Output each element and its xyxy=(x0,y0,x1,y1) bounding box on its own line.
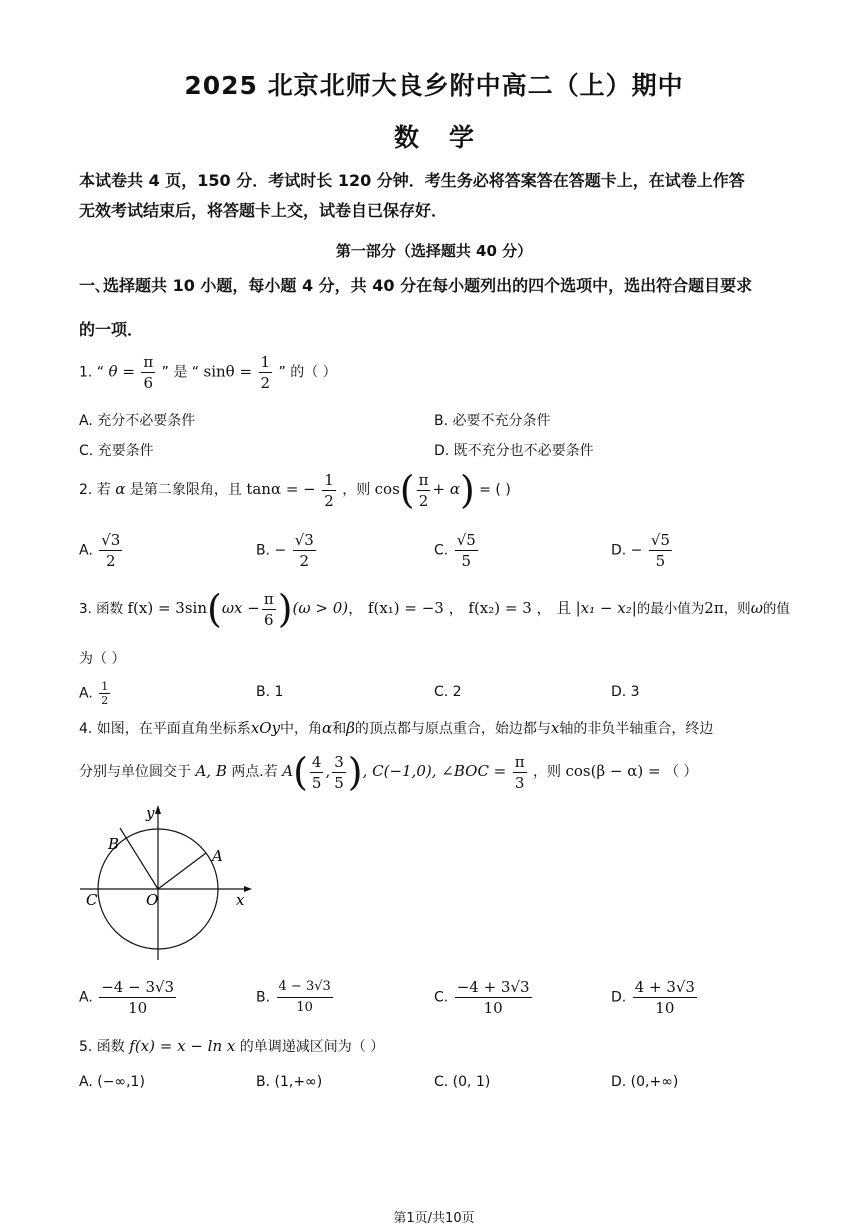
question-3: 3. 函数 f(x) = 3sin(ωx − $\frac{\pi}{6}$ )(ω > 0)， f(x₁) = −3 ， f(x₂) = 3 ， 且 |x₁ − x₂|的最小值为2π，则ω的值 xyxy=(79,587,790,631)
part-heading: 第一部分（选择题共 40 分） xyxy=(335,242,533,260)
q3-option-c: C. 2 xyxy=(434,684,462,700)
question-4-line-2: 分别与单位圆交于 A, B 两点.若 A( $\frac{4}{5}$ , $\frac{3}{5}$ ), C(−1,0), ∠BOC = $\frac{\pi}{3}$ ，则 cos(β − α) = （ ） xyxy=(79,750,698,794)
q4-option-d: D. $\frac{4 + 3√3}{10}$ xyxy=(611,978,695,1017)
q3-option-d: D. 3 xyxy=(611,684,640,700)
q1-option-a: A. 充分不必要条件 xyxy=(79,413,196,429)
q4-option-b: B. $\frac{4 - 3√3}{10}$ xyxy=(256,979,331,1015)
fraction: $\frac{\pi}{6}$ xyxy=(143,353,154,392)
q2-option-d: D. − $\frac{√5}{5}$ xyxy=(611,531,670,570)
q5-option-c: C. (0, 1) xyxy=(434,1074,491,1090)
ray-ob xyxy=(120,828,158,889)
q4-option-c: C. $\frac{-4 + 3√3}{10}$ xyxy=(434,978,530,1017)
label-x: x xyxy=(236,891,245,909)
q1-option-d: D. 既不充分也不必要条件 xyxy=(434,443,594,459)
fraction: $\frac{\pi}{6}$ xyxy=(263,589,274,629)
ray-oa xyxy=(158,853,206,889)
q5-option-d: D. (0,+∞) xyxy=(611,1074,679,1090)
unit-circle-figure xyxy=(76,800,256,970)
q1-option-c: C. 充要条件 xyxy=(79,443,154,459)
intro-text xyxy=(79,166,799,226)
q5-option-b: B. (1,+∞) xyxy=(256,1074,323,1090)
subject-title: 数学 xyxy=(393,123,504,152)
section-line-1: 一､选择题共 10 小题，每小题 4 分，共 40 分在每小题列出的四个选项中，选出符合题目要求 xyxy=(79,276,753,295)
intro-line-1: 本试卷共 4 页，150 分．考试时长 120 分钟．考生务必将答案答在答题卡上，在试卷上作答 xyxy=(79,171,745,190)
question-3-line-2: 为（ ） xyxy=(79,651,126,667)
fraction: $\frac{\pi}{2}$ xyxy=(418,470,429,510)
label-c: C xyxy=(86,891,98,909)
q2-option-b: B. − $\frac{√3}{2}$ xyxy=(256,531,314,570)
question-4: 4. 如图，在平面直角坐标系xOy中，角α和β的顶点都与原点重合，始边都与x轴的非负半轴重合，终边 xyxy=(79,719,714,737)
q1-option-b: B. 必要不充分条件 xyxy=(434,413,551,429)
page-footer: 第1页/共10页 xyxy=(393,1211,475,1226)
label-y: y xyxy=(146,804,155,822)
intro-line-2: 无效考试结束后，将答题卡上交，试卷自已保存好． xyxy=(79,201,448,220)
x-axis-arrow xyxy=(244,886,252,892)
q3-option-a: A. $\frac{1}{2}$ xyxy=(79,680,109,707)
label-o: O xyxy=(146,891,159,909)
question-2: 2. 若 α 是第二象限角，且 tanα = − $\frac{1}{2}$ ，则 cos( $\frac{\pi}{2}$ + α) = ( ) xyxy=(79,468,511,512)
y-axis-arrow xyxy=(155,805,161,814)
question-5: 5. 函数 f(x) = x − ln x 的单调递减区间为（ ） xyxy=(79,1037,385,1055)
section-heading xyxy=(79,264,799,352)
q5-option-a: A. (−∞,1) xyxy=(79,1074,145,1090)
question-1: 1. “ θ = $\frac{\pi}{6}$ ” 是 “ sinθ = $\frac{1}{2}$ ” 的（ ） xyxy=(79,353,337,392)
section-line-2: 的一项． xyxy=(79,320,144,339)
label-b: B xyxy=(108,835,120,853)
q2-option-a: A. $\frac{√3}{2}$ xyxy=(79,531,121,570)
q4-option-a: A. $\frac{-4 - 3√3}{10}$ xyxy=(79,978,175,1017)
exam-title: 2025 北京北师大良乡附中高二（上）期中 xyxy=(184,71,684,100)
q3-option-b: B. 1 xyxy=(256,684,284,700)
fraction: $\frac{1}{2}$ xyxy=(324,470,334,510)
q2-option-c: C. $\frac{√5}{5}$ xyxy=(434,531,476,570)
fraction: $\frac{1}{2}$ xyxy=(260,353,271,392)
label-a: A xyxy=(212,847,223,865)
